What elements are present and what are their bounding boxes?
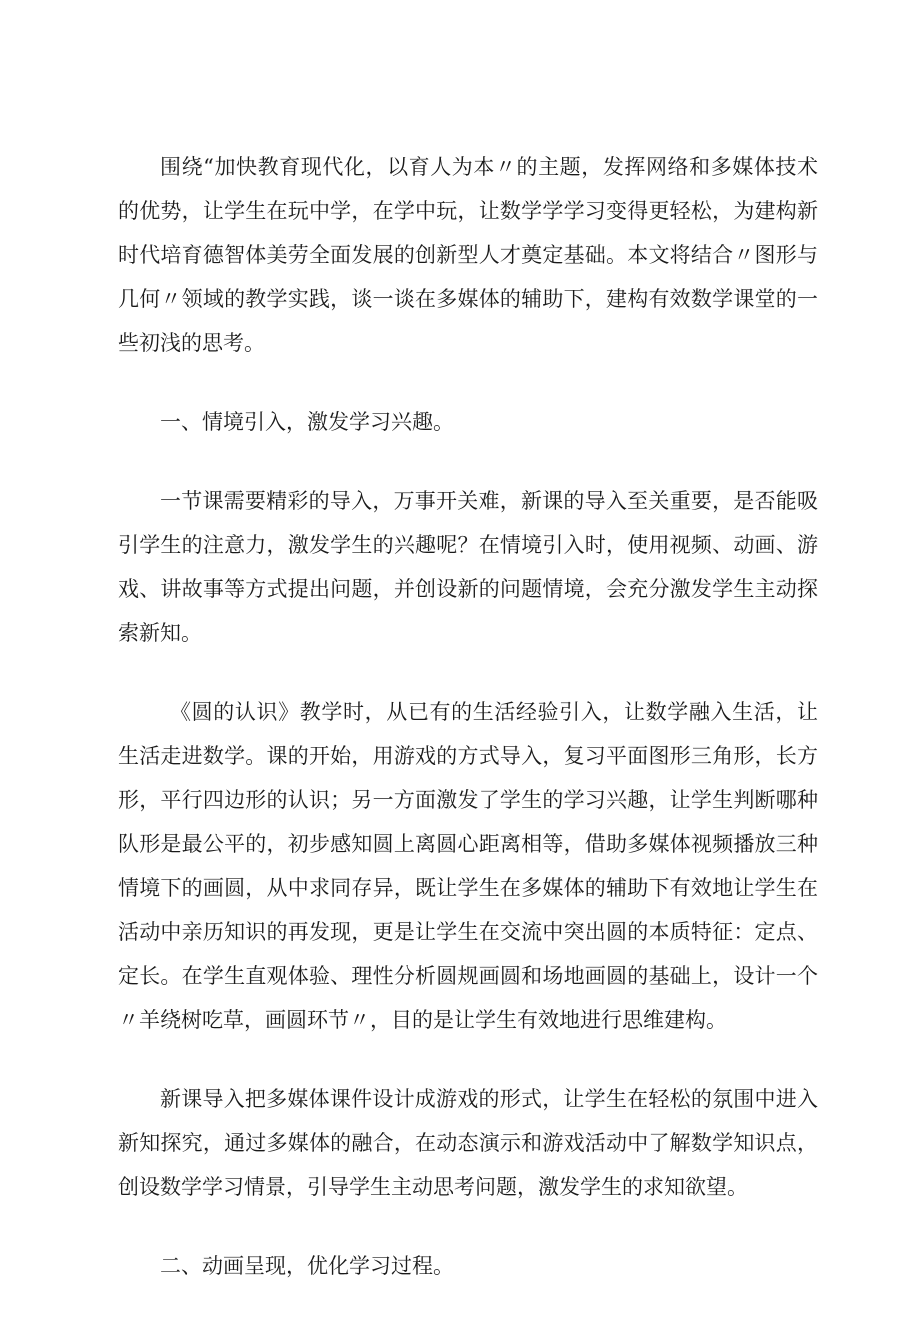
document-body <box>118 145 818 1323</box>
section-heading-2: 二、动画呈现，优化学习过程。 <box>160 1254 454 1278</box>
body-paragraph: 《圆的认识》教学时，从已有的生活经验引入，让数学融入生活，让生活走进数学。课的开始，用游戏的方式导入，复习平面图形三角形，长方形，平行四边形的认识；另一方面激发了学生的学习兴趣，让学生判断哪种队形是最公平的，初步感知圆上离圆心距离相等，借助多媒体视频播放三种情境下的画圆，从中求同存异，既让学生在多媒体的辅助下有效地让学生在活动中亲历知识的再发现，更是让学生在交流中突出圆的本质特征：定点、定长。在学生直观体验、理性分析圆规画圆和场地画圆的基础上，设计一个〃羊绕树吃草，画圆环节〃，目的是让学生有效地进行思维建构。 <box>118 700 818 1032</box>
section-heading-1: 一、情境引入，激发学习兴趣。 <box>160 410 454 434</box>
body-paragraph: 新课导入把多媒体课件设计成游戏的形式，让学生在轻松的氛围中进入新知探究，通过多媒体的融合，在动态演示和游戏活动中了解数学知识点，创设数学学习情景，引导学生主动思考问题，激发学生的求知欲望。 <box>118 1087 818 1199</box>
intro-paragraph: 围绕“加快教育现代化，以育人为本〃的主题，发挥网络和多媒体技术的优势，让学生在玩中学，在学中玩，让数学学学习变得更轻松，为建构新时代培育德智体美劳全面发展的创新型人才奠定基础。本文将结合〃图形与几何〃领域的教学实践，谈一谈在多媒体的辅助下，建构有效数学课堂的一些初浅的思考。 <box>118 155 818 355</box>
body-paragraph: 一节课需要精彩的导入，万事开关难，新课的导入至关重要，是否能吸引学生的注意力，激发学生的兴趣呢？在情境引入时，使用视频、动画、游戏、讲故事等方式提出问题，并创设新的问题情境，会充分激发学生主动探索新知。 <box>118 489 818 645</box>
